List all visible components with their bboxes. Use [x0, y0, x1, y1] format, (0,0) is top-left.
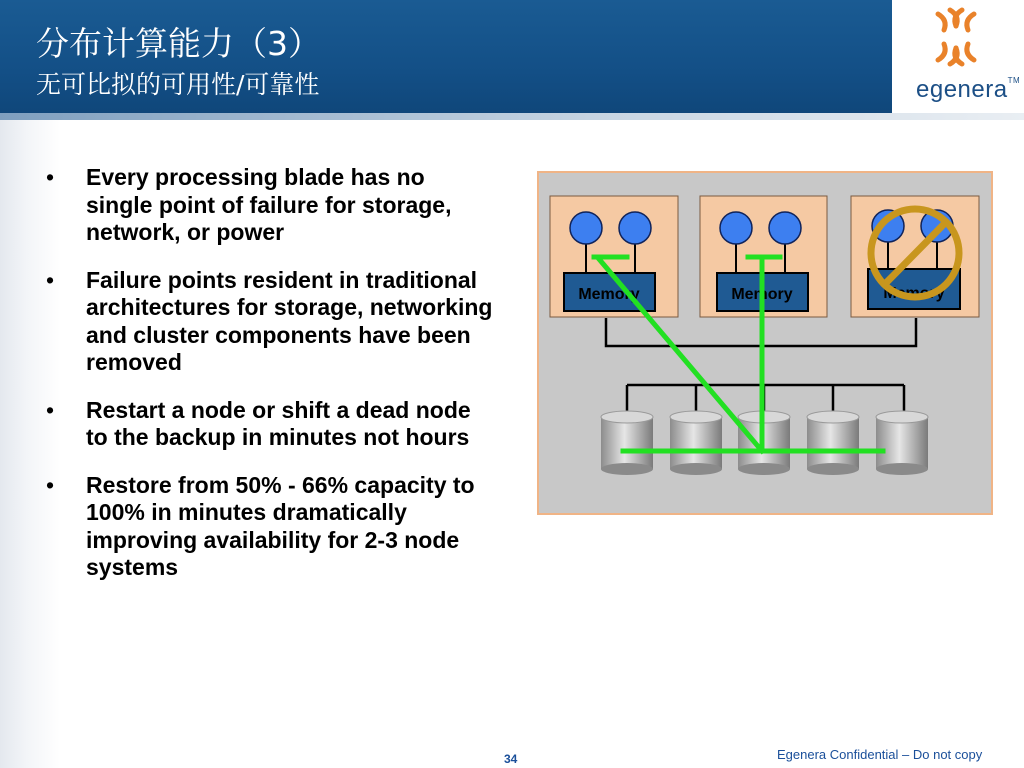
- storage-disk-icon: [807, 411, 859, 475]
- bullet-text: Restart a node or shift a dead node to the backup in minutes not hours: [86, 396, 471, 450]
- confidential-notice: Egenera Confidential – Do not copy: [777, 747, 983, 762]
- memory-label: Memory: [578, 286, 640, 303]
- page-number: 34: [504, 752, 518, 766]
- bullet-text: Restore from 50% - 66% capacity to 100% in minutes dramatically improving availability for 2-3 node systems: [86, 471, 475, 580]
- storage-disk-icon: [670, 411, 722, 475]
- egenera-logo-mark-icon: [892, 0, 1024, 76]
- egenera-logo: [892, 0, 1024, 113]
- storage-disk-icon: [601, 411, 653, 475]
- cpu-circle-icon: [570, 212, 602, 244]
- slide-subtitle: 无可比拟的可用性/可靠性: [36, 70, 320, 99]
- cpu-circle-icon: [619, 212, 651, 244]
- bullet-item: [46, 267, 496, 377]
- storage-disk-icon: [876, 411, 928, 475]
- bullet-item: [46, 397, 496, 452]
- bullet-list: [46, 164, 496, 602]
- bullet-marker: •: [46, 266, 55, 293]
- logo-wordmark: egenera: [916, 76, 1008, 103]
- bullet-text: Failure points resident in traditional architectures for storage, networking and cluster components have been removed: [86, 266, 493, 375]
- slide-title: 分布计算能力（3）: [36, 24, 321, 63]
- cpu-circle-icon: [720, 212, 752, 244]
- bullet-marker: •: [46, 471, 55, 498]
- memory-label: Memory: [883, 285, 945, 302]
- slide-header: [0, 0, 1024, 120]
- failover-diagram: [537, 171, 993, 515]
- memory-label: Memory: [731, 286, 793, 303]
- bullet-item: [46, 164, 496, 247]
- bullet-marker: •: [46, 396, 55, 423]
- bullet-item: [46, 472, 496, 582]
- bullet-marker: •: [46, 164, 55, 190]
- bullet-text: Every processing blade has no single point of failure for storage, network, or power: [86, 164, 452, 245]
- logo-trademark: TM: [1007, 76, 1021, 85]
- cpu-circle-icon: [769, 212, 801, 244]
- header-divider: [0, 113, 1024, 120]
